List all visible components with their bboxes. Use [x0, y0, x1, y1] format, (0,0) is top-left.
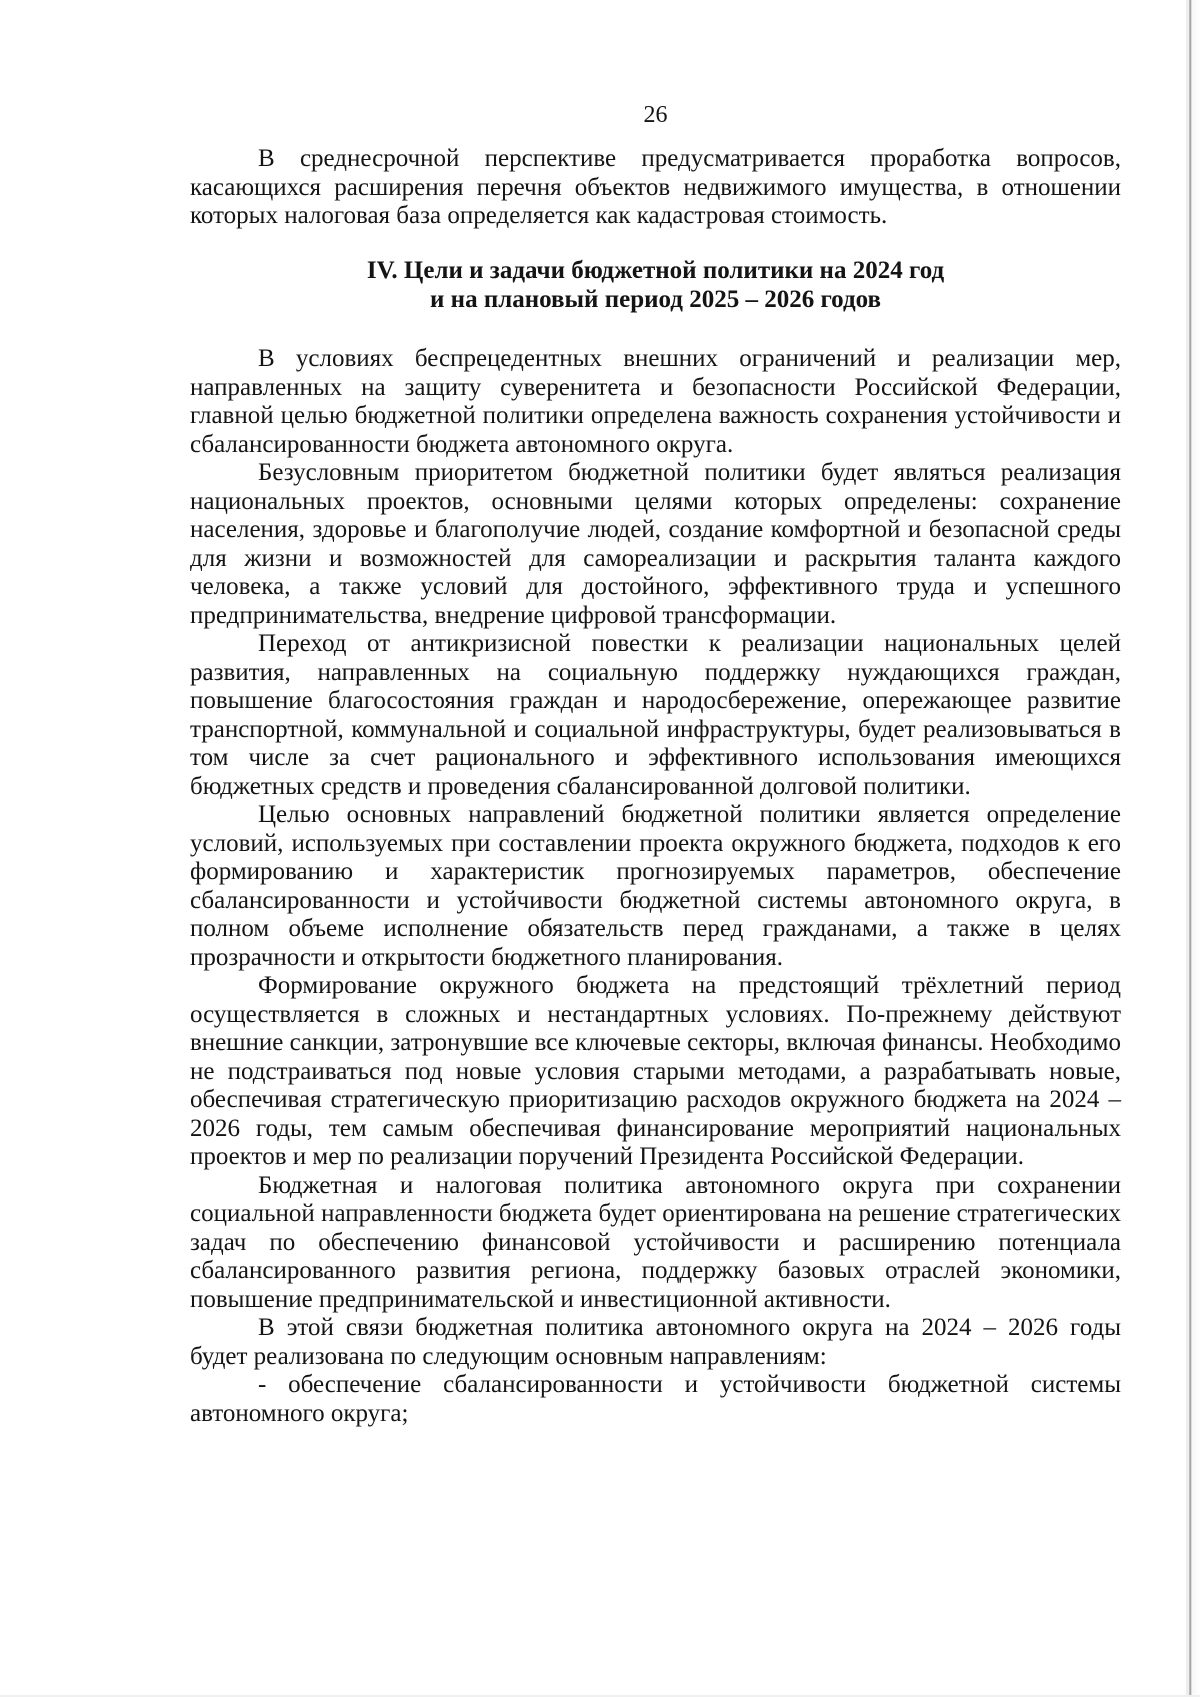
page-number: 26 [643, 102, 668, 128]
paragraph: Целью основных направлений бюджетной политики является определение условий, используемых при составлении проекта окружного бюджета, подходов к его формированию и характеристик прогнозируемых параметров, обеспечение сбалансированности и устойчивости бюджетной системы автономного округа, в полном объеме исполнение обязательств перед гражданами, а также в целях прозрачности и открытости бюджетного планирования. [190, 801, 1121, 971]
paragraph: Бюджетная и налоговая политика автономного округа при сохранении социальной направленности бюджета будет ориентирована на решение стратегических задач по обеспечению финансовой устойчивости и расширению потенциала сбалансированного развития региона, поддержку базовых отраслей экономики, повышение предпринимательской и инвестиционной активности. [190, 1171, 1121, 1313]
list-item: - обеспечение сбалансированности и устойчивости бюджетной системы автономного округа; [190, 1371, 1121, 1427]
section-heading-line-2: и на плановый период 2025 – 2026 годов [430, 285, 881, 313]
paragraph: Формирование окружного бюджета на предстоящий трёхлетний период осуществляется в сложных и нестандартных условиях. По-прежнему действуют внешние санкции, затронувшие все ключевые секторы, включая финансы. Необходимо не подстраиваться под новые условия старыми методами, а разрабатывать новые, обеспечивая стратегическую приоритизацию расходов окружного бюджета на 2024 – 2026 годы, тем самым обеспечивая финансирование мероприятий национальных проектов и мер по реализации поручений Президента Российской Федерации. [190, 972, 1121, 1170]
section-heading [190, 257, 1121, 314]
intro-text [190, 145, 1121, 231]
paragraph: В среднесрочной перспективе предусматривается проработка вопросов, касающихся расширения перечня объектов недвижимого имущества, в отношении которых налоговая база определяется как кадастровая стоимость. [190, 145, 1121, 229]
scan-page-edge [1186, 0, 1200, 1697]
section-heading-line-1: IV. Цели и задачи бюджетной политики на 2024 год [366, 257, 945, 284]
paragraph: В этой связи бюджетная политика автономного округа на 2024 – 2026 годы будет реализована по следующим основным направлениям: [190, 1314, 1121, 1370]
section-body [190, 345, 1121, 1428]
paragraph: Безусловным приоритетом бюджетной политики будет являться реализация национальных проектов, основными целями которых определены: сохранение населения, здоровье и благополучие людей, создание комфортной и безопасной среды для жизни и возможностей для самореализации и раскрытия таланта каждого человека, а также условий для достойного, эффективного труда и успешного предпринимательства, внедрение цифровой трансформации. [190, 459, 1121, 629]
paragraph: В условиях беспрецедентных внешних ограничений и реализации мер, направленных на защиту суверенитета и безопасности Российской Федерации, главной целью бюджетной политики определена важность сохранения устойчивости и сбалансированности бюджета автономного округа. [190, 345, 1121, 458]
paragraph: Переход от антикризисной повестки к реализации национальных целей развития, направленных на социальную поддержку нуждающихся граждан, повышение благосостояния граждан и народосбережение, опережающее развитие транспортной, коммунальной и социальной инфраструктуры, будет реализовываться в том числе за счет рационального и эффективного использования имеющихся бюджетных средств и проведения сбалансированной долговой политики. [190, 630, 1121, 800]
